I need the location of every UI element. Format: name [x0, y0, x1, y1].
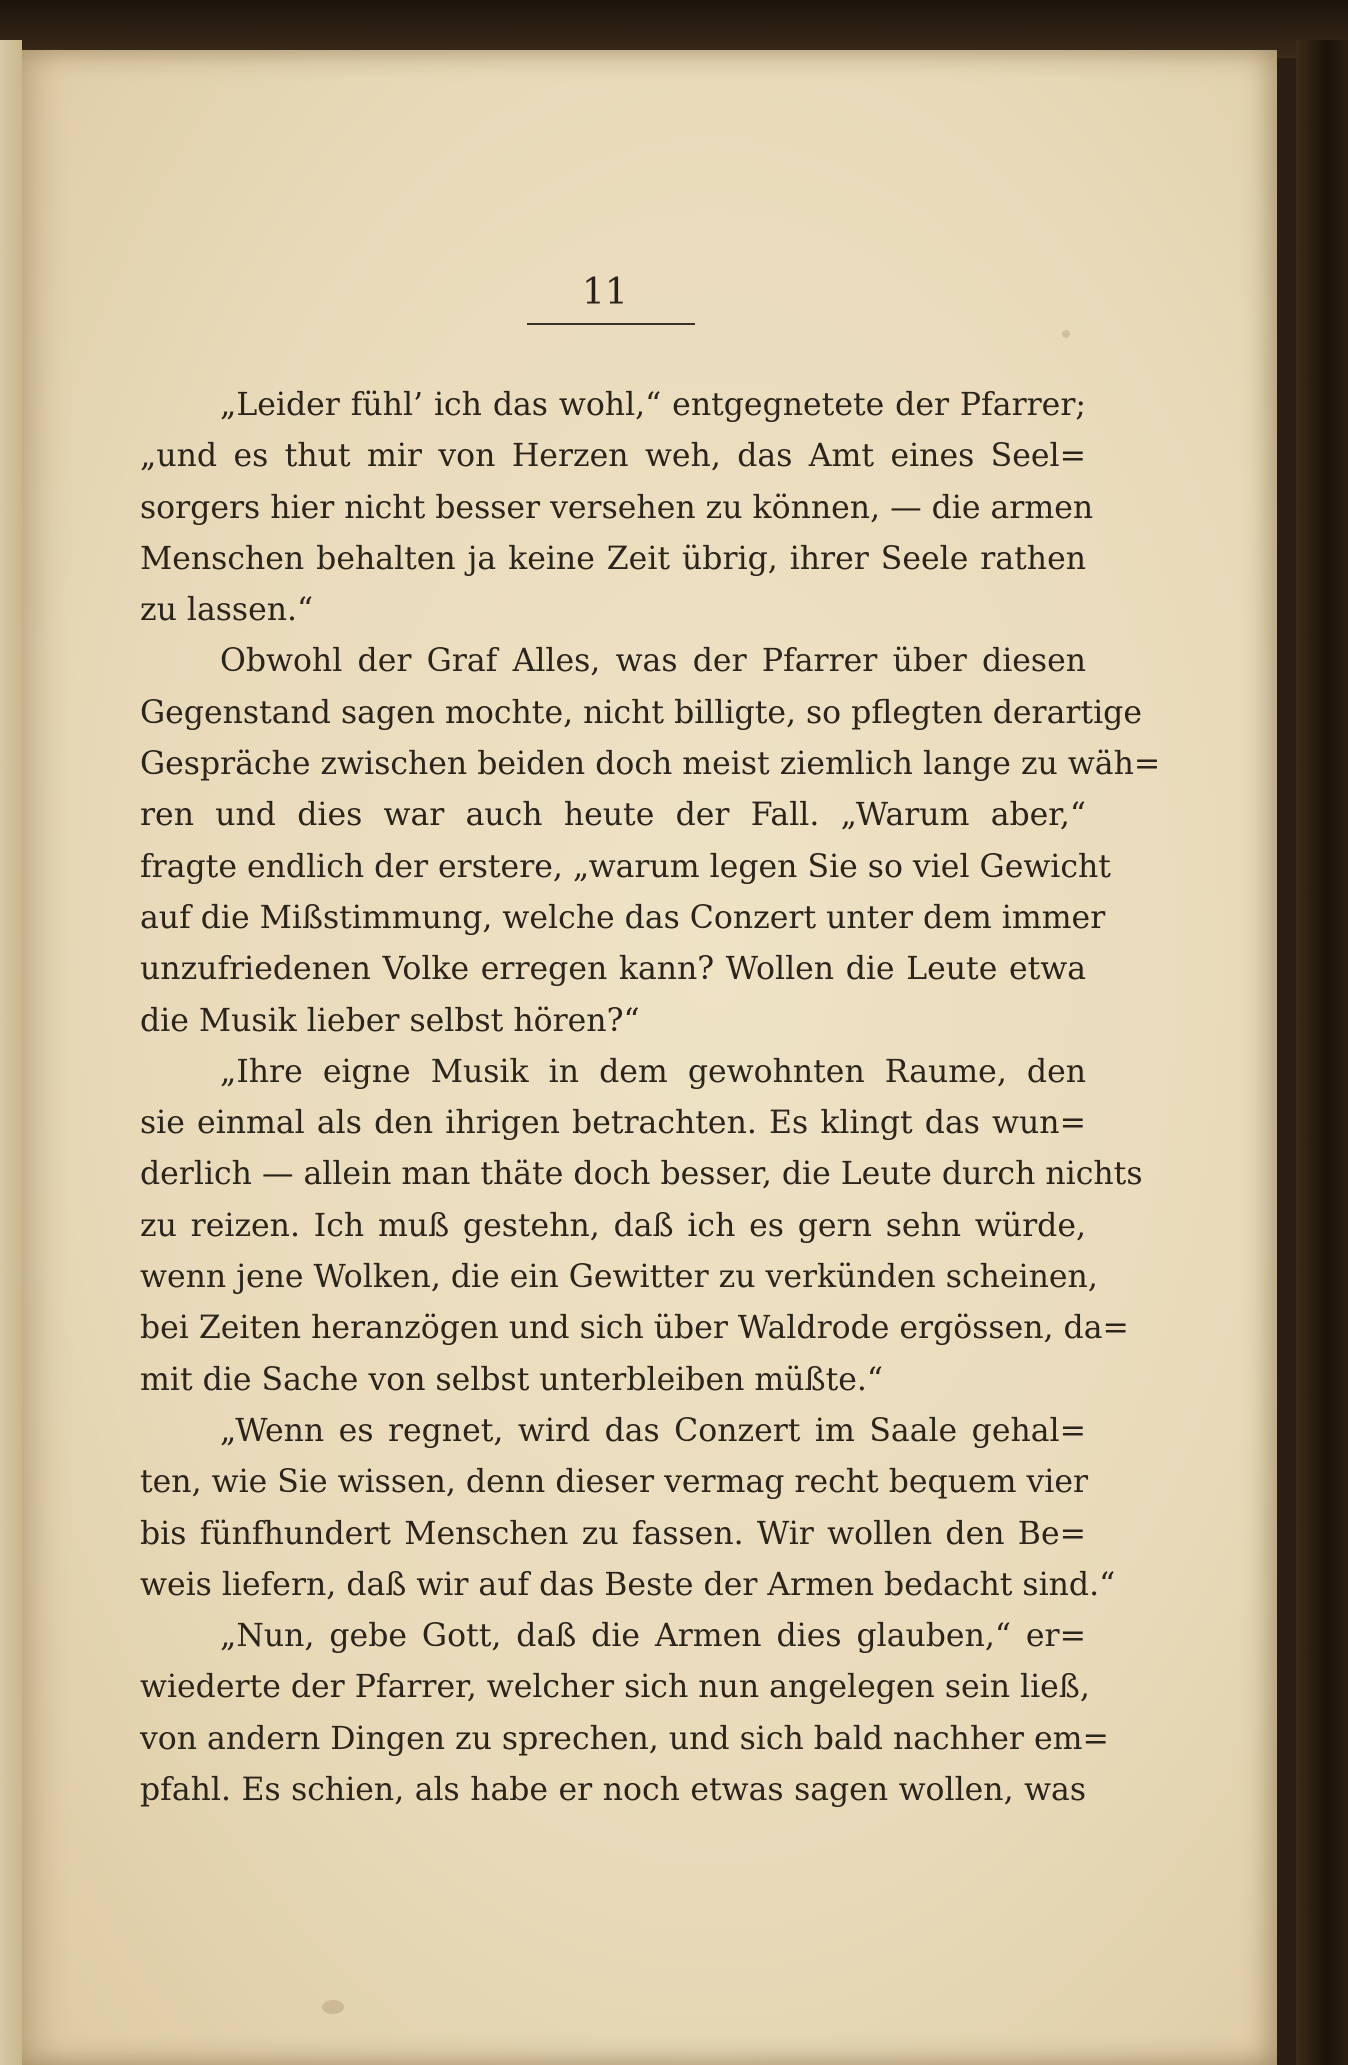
book-cover-right-edge [1296, 40, 1348, 2065]
text-line: sorgers hier nicht besser versehen zu können, — die armen [140, 489, 1094, 526]
body-text [140, 380, 1161, 1816]
page-number: 11 [582, 272, 628, 313]
text-line: Gespräche zwischen beiden doch meist ziemlich lange zu wäh= [140, 746, 1161, 783]
text-line: sie einmal als den ihrigen betrachten. Es klingt das wun= [140, 1105, 1086, 1142]
text-line: „Nun, gebe Gott, daß die Armen dies glauben,“ er= [220, 1618, 1086, 1655]
text-line: auf die Mißstimmung, welche das Conzert unter dem immer [140, 899, 1106, 936]
text-line: Gegenstand sagen mochte, nicht billigte, so pflegten derartige [140, 694, 1142, 731]
text-line: bei Zeiten heranzögen und sich über Waldrode ergössen, da= [140, 1310, 1129, 1347]
text-line: ren und dies war auch heute der Fall. „Warum aber,“ [140, 797, 1086, 834]
text-line: „Ihre eigne Musik in dem gewohnten Raume, den [220, 1053, 1086, 1090]
text-line: mit die Sache von selbst unterbleiben müßte.“ [140, 1361, 884, 1398]
text-line: zu reizen. Ich muß gestehn, daß ich es gern sehn würde, [140, 1207, 1086, 1244]
text-line: pfahl. Es schien, als habe er noch etwas sagen wollen, was [140, 1772, 1086, 1809]
text-line: „Leider fühl’ ich das wohl,“ entgegnetete der Pfarrer; [220, 387, 1086, 423]
paper-page [22, 50, 1277, 2065]
text-line: Obwohl der Graf Alles, was der Pfarrer über diesen [220, 643, 1086, 680]
text-line: ten, wie Sie wissen, denn dieser vermag recht bequem vier [140, 1464, 1089, 1501]
text-line: weis liefern, daß wir auf das Beste der Armen bedacht sind.“ [140, 1566, 1116, 1603]
text-line: Menschen behalten ja keine Zeit übrig, ihrer Seele rathen [140, 540, 1086, 577]
text-line: die Musik lieber selbst hören?“ [140, 1002, 640, 1039]
paper-stain [322, 2000, 344, 2014]
text-line: „Wenn es regnet, wird das Conzert im Saale gehal= [220, 1412, 1086, 1449]
text-line: zu lassen.“ [140, 592, 314, 629]
text-line: „und es thut mir von Herzen weh, das Amt eines Seel= [140, 438, 1086, 475]
text-line: wenn jene Wolken, die ein Gewitter zu verkünden scheinen, [140, 1259, 1098, 1296]
text-line: wiederte der Pfarrer, welcher sich nun angelegen sein ließ, [140, 1669, 1090, 1706]
text-line: fragte endlich der erstere, „warum legen Sie so viel Gewicht [140, 848, 1111, 885]
book-binding-left [0, 40, 22, 2065]
paper-stain [1062, 330, 1070, 338]
text-line: unzufriedenen Volke erregen kann? Wollen die Leute etwa [140, 951, 1086, 988]
text-line: von andern Dingen zu sprechen, und sich bald nachher em= [140, 1720, 1109, 1757]
text-line: derlich — allein man thäte doch besser, die Leute durch nichts [140, 1156, 1143, 1193]
text-line: bis fünfhundert Menschen zu fassen. Wir wollen den Be= [140, 1515, 1086, 1552]
header-rule [527, 323, 695, 325]
